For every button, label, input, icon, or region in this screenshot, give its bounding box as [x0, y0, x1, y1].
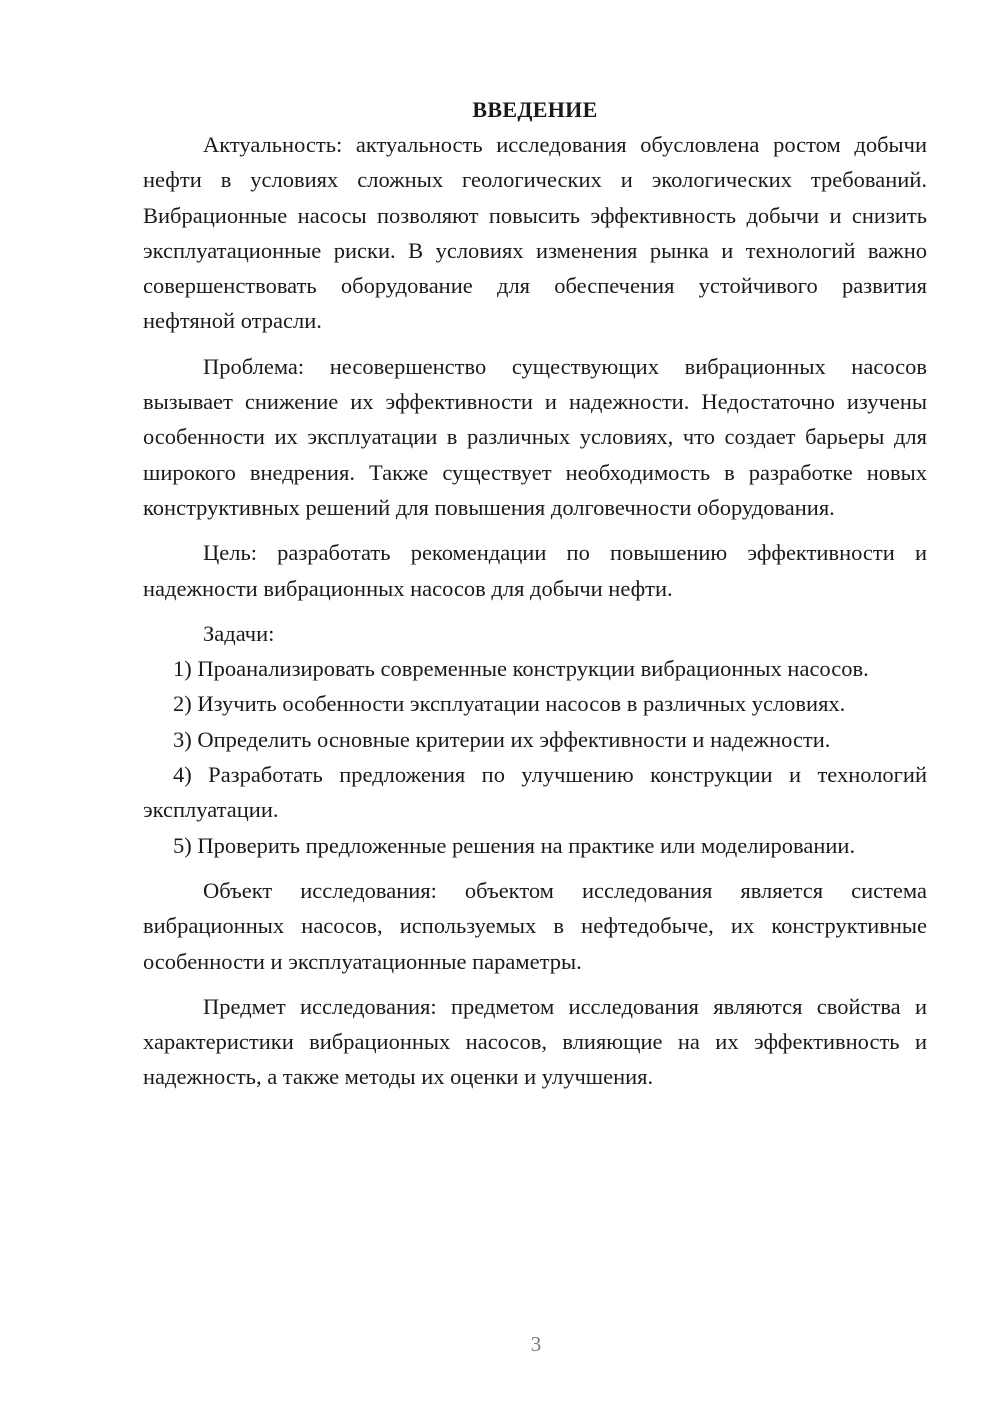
page-number: 3: [530, 1332, 542, 1356]
task-item-5: 5) Проверить предложенные решения на практике или моделировании.: [173, 832, 856, 858]
relevance-paragraph: Актуальность: актуальность исследования обусловлена ростом добычи нефти в условиях сложных геологических и экологических требований. Вибрационные насосы позволяют повысить эффективность добычи и снизить эксплуатационные риски. В условиях изменения рынка и технологий важно совершенствовать оборудование для обеспечения устойчивого развития нефтяной отрасли.: [143, 132, 927, 334]
document-page: [143, 92, 927, 1095]
task-item-4: 4) Разработать предложения по улучшению конструкции и технологий эксплуатации.: [143, 762, 927, 823]
task-item-3: 3) Определить основные критерии их эффективности и надежности.: [173, 726, 831, 752]
section-title: ВВЕДЕНИЕ: [472, 97, 598, 122]
object-paragraph: Объект исследования: объектом исследования является система вибрационных насосов, используемых в нефтедобыче, их конструктивные особенности и эксплуатационные параметры.: [143, 877, 927, 974]
subject-paragraph: Предмет исследования: предметом исследования являются свойства и характеристики вибрационных насосов, влияющие на их эффективность и надежность, а также методы их оценки и улучшения.: [143, 993, 927, 1090]
task-item-2: 2) Изучить особенности эксплуатации насосов в различных условиях.: [173, 691, 846, 717]
problem-paragraph: Проблема: несовершенство существующих вибрационных насосов вызывает снижение их эффективности и надежности. Недостаточно изучены особенности их эксплуатации в различных условиях, что создает барьеры для широкого внедрения. Также существует необходимость в разработке новых конструктивных решений для повышения долговечности оборудования.: [143, 353, 927, 520]
tasks-heading: Задачи:: [203, 620, 275, 646]
tasks-list: [143, 651, 927, 863]
task-item-1: 1) Проанализировать современные конструкции вибрационных насосов.: [173, 656, 869, 682]
goal-paragraph: Цель: разработать рекомендации по повышению эффективности и надежности вибрационных насосов для добычи нефти.: [143, 540, 927, 601]
